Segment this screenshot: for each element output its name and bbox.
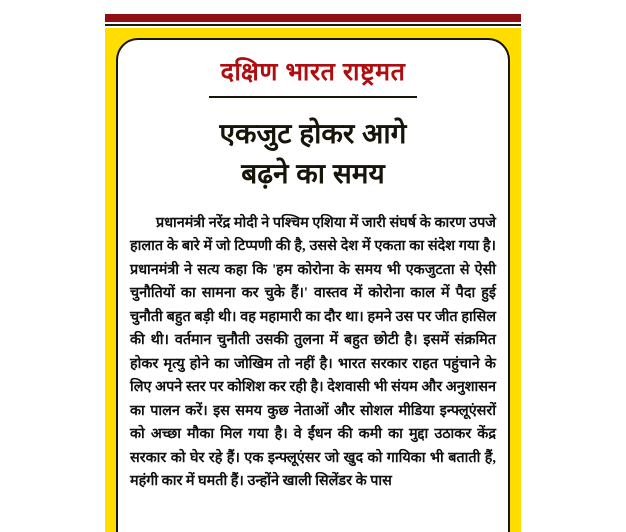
top-black-rule bbox=[105, 24, 521, 26]
headline-line-1: एकजुट होकर आगे bbox=[219, 117, 407, 149]
top-red-rule bbox=[105, 14, 521, 22]
masthead bbox=[118, 40, 508, 98]
headline-line-2: बढ़ने का समय bbox=[241, 157, 385, 189]
masthead-divider bbox=[209, 96, 417, 98]
article-body bbox=[130, 212, 496, 494]
article-headline bbox=[118, 114, 508, 194]
article-paragraph: प्रधानमंत्री नरेंद्र मोदी ने पश्चिम एशिया में जारी संघर्ष के कारण उपजे हालात के बारे में जो टिप्पणी की है, उससे देश में एकता का संदेश गया है। प्रधानमंत्री ने सत्य कहा कि 'हम कोरोना के समय भी एकजुटता से ऐसी चुनौतियों का सामना कर चुके हैं।' वास्तव में कोरोना काल में पैदा हुई चुनौती बहुत बड़ी थी। वह महामारी का दौर था। हमने उस पर जीत हासिल की थी। वर्तमान चुनौती उसकी तुलना में बहुत छोटी है। इसमें संक्रमित होकर मृत्यु होने का जोखिम तो नहीं है। भारत सरकार राहत पहुंचाने के लिए अपने स्तर पर कोशिश कर रही है। देशवासी भी संयम और अनुशासन का पालन करें। इस समय कुछ नेताओं और सोशल मीडिया इन्फ्लूएंसरों को अच्छा मौका मिल गया है। वे ईंधन की कमी का मुद्दा उठाकर केंद्र सरकार को घेर रहे हैं। एक इन्फ्लूएंसर जो खुद को गायिका भी बताती हैं, महंगी कार में घमती हैं। उन्होंने खाली सिलेंडर के पास bbox=[130, 215, 496, 490]
top-decorative-rules bbox=[105, 14, 521, 26]
masthead-title: दक्षिण भारत राष्ट्रमत bbox=[220, 58, 406, 86]
newspaper-yellow-frame bbox=[105, 28, 521, 532]
newspaper-page bbox=[116, 38, 510, 532]
